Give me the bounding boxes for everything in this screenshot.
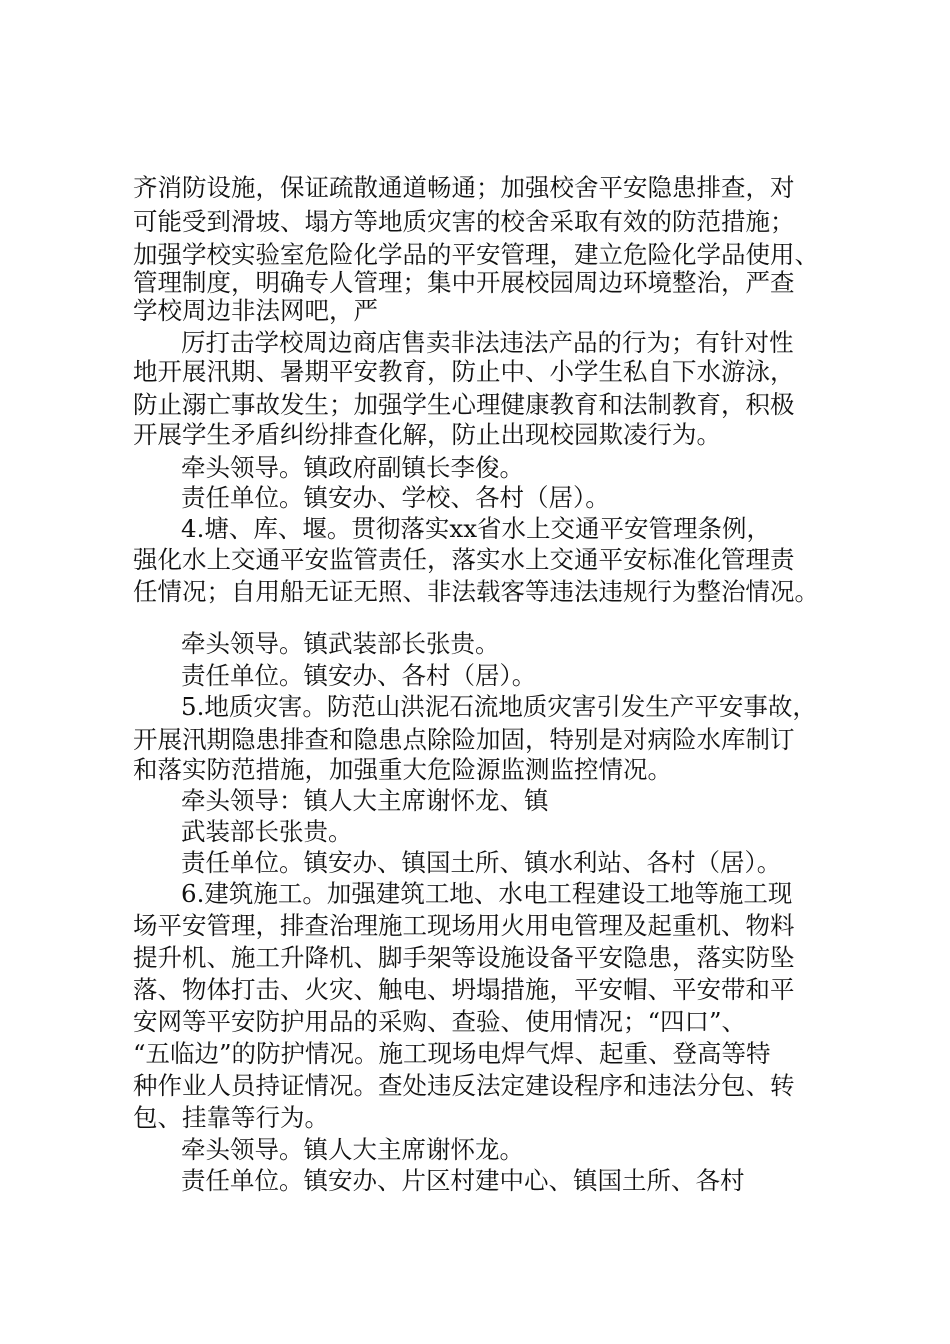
text-line: 包、挂靠等行为。	[133, 1103, 329, 1132]
text-line: 5.地质灾害。防范山洪泥石流地质灾害引发生产平安事故，	[181, 692, 817, 721]
text-line: 场平安管理，排查治理施工现场用火用电管理及起重机、物料	[133, 911, 795, 940]
text-line: 牵头领导。镇政府副镇长李俊。	[181, 453, 524, 482]
text-line: 责任单位。镇安办、镇国土所、镇水利站、各村（居）。	[181, 848, 782, 877]
text-line: 责任单位。镇安办、片区村建中心、镇国土所、各村	[181, 1166, 745, 1195]
text-line: 4.塘、库、堰。贯彻落实xx省水上交通平安管理条例，	[181, 514, 772, 543]
text-line: 6.建筑施工。加强建筑工地、水电工程建设工地等施工现	[181, 879, 793, 908]
text-line: 强化水上交通平安监管责任，落实水上交通平安标准化管理责	[133, 545, 795, 574]
text-line: 落、物体打击、火灾、触电、坍塌措施，平安帽、平安带和平	[133, 975, 795, 1004]
text-line: 学校周边非法网吧，严	[133, 296, 378, 325]
text-line: 任情况；自用船无证无照、非法载客等违法违规行为整治情况。	[133, 577, 819, 606]
text-line: “五临边”的防护情况。施工现场电焊气焊、起重、登高等特	[133, 1039, 771, 1068]
text-line: 齐消防设施，保证疏散通道畅通；加强校舍平安隐患排查，对	[133, 173, 795, 202]
text-line: 管理制度，明确专人管理；集中开展校园周边环境整治，严查	[133, 268, 795, 297]
text-line: 厉打击学校周边商店售卖非法违法产品的行为；有针对性	[181, 328, 794, 357]
text-line: 提升机、施工升降机、脚手架等设施设备平安隐患，落实防坠	[133, 943, 795, 972]
text-line: 牵头领导。镇武装部长张贵。	[181, 629, 500, 658]
text-line: 责任单位。镇安办、学校、各村（居）。	[181, 483, 610, 512]
text-line: 安网等平安防护用品的采购、查验、使用情况；“四口”、	[133, 1007, 747, 1036]
text-line: 开展学生矛盾纠纷排查化解，防止出现校园欺凌行为。	[133, 420, 721, 449]
text-line: 责任单位。镇安办、各村（居）。	[181, 661, 537, 690]
text-line: 开展汛期隐患排查和隐患点除险加固，特别是对病险水库制订	[133, 725, 795, 754]
text-line: 防止溺亡事故发生；加强学生心理健康教育和法制教育，积极	[133, 390, 795, 419]
text-line: 牵头领导。镇人大主席谢怀龙。	[181, 1135, 524, 1164]
text-line: 种作业人员持证情况。查处违反法定建设程序和违法分包、转	[133, 1071, 795, 1100]
text-line: 武装部长张贵。	[181, 817, 353, 846]
text-line: 可能受到滑坡、塌方等地质灾害的校舍采取有效的防范措施；	[133, 207, 795, 236]
text-line: 地开展汛期、暑期平安教育，防止中、小学生私自下水游泳，	[133, 357, 795, 386]
text-line: 和落实防范措施，加强重大危险源监测监控情况。	[133, 755, 672, 784]
text-line: 加强学校实验室危险化学品的平安管理，建立危险化学品使用、	[133, 240, 819, 269]
text-line: 牵头领导：镇人大主席谢怀龙、镇	[181, 786, 549, 815]
